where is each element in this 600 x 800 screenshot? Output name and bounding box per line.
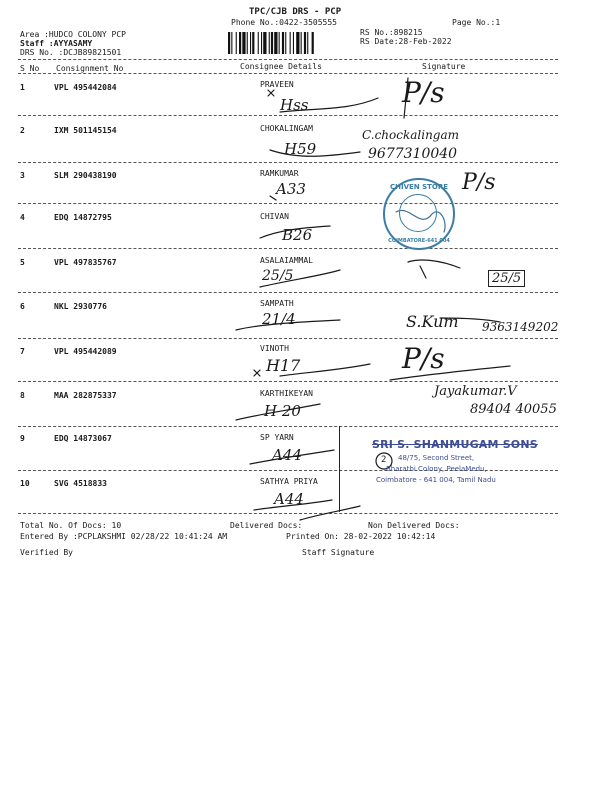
row-consignee: SATHYA PRIYA <box>260 477 318 486</box>
scribble-line <box>440 318 500 322</box>
page-number: Page No.:1 <box>452 18 501 27</box>
row-sno: 10 <box>20 479 30 488</box>
area-label: Area :HUDCO COLONY PCP <box>20 30 126 39</box>
scribble-line <box>236 404 320 420</box>
staff-label: Staff :AYYASAMY <box>20 39 93 48</box>
row-consignee: SP YARN <box>260 433 294 442</box>
scribble-line <box>270 150 360 156</box>
row-sno: 3 <box>20 171 25 180</box>
verified-by: Verified By <box>20 548 73 557</box>
column-sno: S No <box>20 64 40 73</box>
receiver-mark: H59 <box>284 140 317 158</box>
receiver-mark: Hss <box>280 96 309 114</box>
handwritten-phone: 89404 40055 <box>470 402 557 417</box>
handwritten-signature: P/s <box>402 342 445 375</box>
delivered-docs: Delivered Docs: <box>230 521 303 530</box>
scribble-line <box>260 226 330 238</box>
drs-number: DRS No. :DCJB89821501 <box>20 48 122 57</box>
row-sno: 8 <box>20 391 25 400</box>
column-consignment: Consignment No <box>56 64 124 73</box>
row-consignment: SVG 4518833 <box>54 479 107 488</box>
receiver-mark: H 20 <box>264 402 301 420</box>
scribble-line <box>404 78 408 118</box>
receiver-mark: A44 <box>274 490 304 508</box>
row-consignee: PRAVEEN <box>260 80 294 89</box>
row-consignee: ASALAIAMMAL <box>260 256 313 265</box>
printed-on: Printed On: 28-02-2022 10:42:14 <box>286 532 436 541</box>
round-stamp-top-text: CHIVEN STORE <box>389 183 449 191</box>
scribble-line <box>300 506 360 520</box>
stamp-address-line: Coimbatore - 641 004, Tamil Nadu <box>376 476 496 484</box>
stamp-address-line: 48/75, Second Street, <box>398 454 475 462</box>
handwritten-signature: C.chockalingam <box>362 128 460 142</box>
receiver-mark: H17 <box>266 356 301 375</box>
address-stamp <box>368 432 544 490</box>
rs-number: RS No.:898215 <box>360 28 423 37</box>
non-delivered-docs: Non Delivered Docs: <box>368 521 460 530</box>
row-consignment: EDQ 14872795 <box>54 213 112 222</box>
row-sno: 2 <box>20 126 25 135</box>
tick-mark <box>270 196 276 200</box>
scribble-line <box>254 500 332 510</box>
row-consignment: VPL 495442084 <box>54 83 117 92</box>
row-consignee: CHIVAN <box>260 212 289 221</box>
row-consignee: KARTHIKEYAN <box>260 389 313 398</box>
scribble-line <box>280 98 378 112</box>
circled-number: 2 <box>381 455 387 465</box>
tick-mark <box>268 90 274 96</box>
row-sno: 4 <box>20 213 25 222</box>
handwritten-signature: S.Kum <box>406 312 459 331</box>
stamp-company-name: SRI S. SHANMUGAM SONS <box>372 438 538 451</box>
document-title: TPC/CJB DRS - PCP <box>249 7 342 17</box>
column-signature: Signature <box>422 62 466 71</box>
row-consignment: VPL 495442089 <box>54 347 117 356</box>
receiver-mark: A44 <box>272 446 302 464</box>
row-sno: 5 <box>20 258 25 267</box>
row-consignee: CHOKALINGAM <box>260 124 313 133</box>
bracket-line <box>339 426 340 512</box>
handwritten-signature: P/s <box>402 76 445 109</box>
phone-number: Phone No.:0422-3505555 <box>231 18 337 27</box>
rs-date: RS Date:28-Feb-2022 <box>360 37 452 46</box>
scribble-line <box>280 364 370 376</box>
receiver-mark: B26 <box>282 226 313 244</box>
scribble-line <box>250 450 334 464</box>
row-sno: 6 <box>20 302 25 311</box>
handwritten-phone: 9363149202 <box>482 320 559 334</box>
row-consignment: VPL 497835767 <box>54 258 117 267</box>
handwritten-signature: P/s <box>462 170 496 195</box>
row-consignment: SLM 290438190 <box>54 171 117 180</box>
row-consignee: RAMKUMAR <box>260 169 299 178</box>
round-stamp-inner-ring <box>399 194 437 232</box>
row-sno: 1 <box>20 83 25 92</box>
receiver-mark: 21/4 <box>262 310 296 328</box>
handwritten-signature: Jayakumar.V <box>434 384 517 399</box>
scribble-line <box>420 266 426 278</box>
entered-by: Entered By :PCPLAKSHMI 02/28/22 10:41:24 AM <box>20 532 228 541</box>
row-sno: 7 <box>20 347 25 356</box>
round-stamp <box>383 178 455 250</box>
row-consignee: VINOTH <box>260 344 289 353</box>
row-sno: 9 <box>20 434 25 443</box>
row-consignee: SAMPATH <box>260 299 294 308</box>
row-consignment: NKL 2930776 <box>54 302 107 311</box>
staff-signature: Staff Signature <box>302 548 375 557</box>
tick-mark <box>254 370 260 376</box>
row-consignment: MAA 282875337 <box>54 391 117 400</box>
row-consignment: IXM 501145154 <box>54 126 117 135</box>
total-docs: Total No. Of Docs: 10 <box>20 521 122 530</box>
receiver-mark: A33 <box>276 180 306 198</box>
handwritten-phone: 9677310040 <box>368 146 458 162</box>
stamp-address-line: Bharathi Colony, PeelaMedu, <box>386 465 487 473</box>
receiver-mark: 25/5 <box>262 268 294 284</box>
scribble-line <box>260 270 340 287</box>
scribble-line <box>390 366 510 380</box>
round-stamp-bottom-text: COIMBATORE-641 004 <box>388 238 450 244</box>
row-consignment: EDQ 14873067 <box>54 434 112 443</box>
column-consignee: Consignee Details <box>240 62 322 71</box>
scribble-line <box>236 320 340 330</box>
scribble-line <box>408 260 460 268</box>
handwritten-date: 25/5 <box>488 270 525 287</box>
